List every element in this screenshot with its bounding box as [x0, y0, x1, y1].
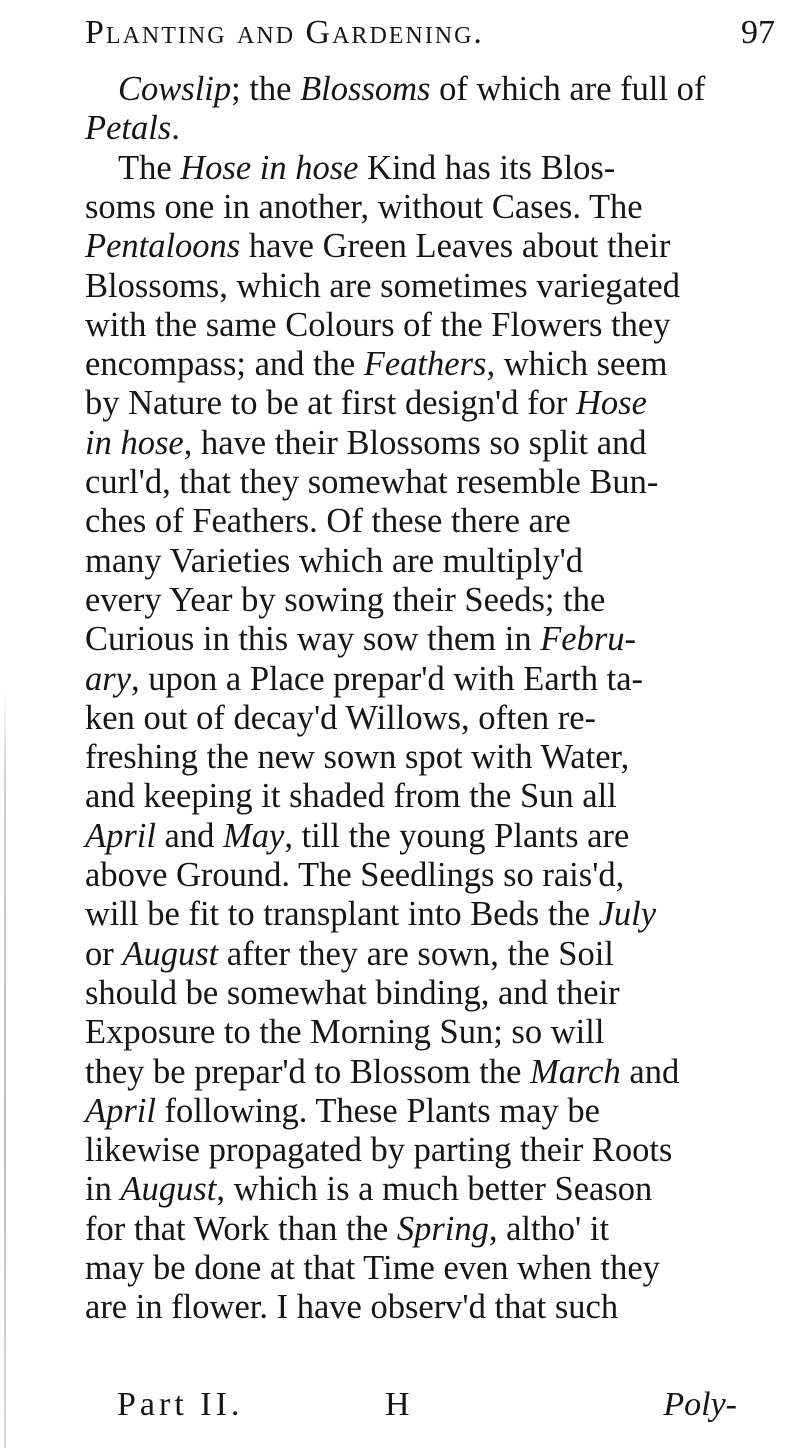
- text-run: with the same Colours of the Flowers they: [85, 305, 671, 344]
- text-run: have Green Leaves about their: [240, 227, 671, 266]
- italic-text: Feathers: [363, 345, 487, 384]
- running-head: [85, 8, 775, 58]
- text-run: after they are sown, the Soil: [218, 934, 614, 973]
- text-run: ; the: [231, 70, 301, 108]
- text-run: or: [85, 934, 123, 973]
- text-run: likewise propagated by parting their Roots: [85, 1131, 673, 1170]
- text-run: encompass; and the: [85, 345, 364, 384]
- part-label: Part II.: [117, 1386, 244, 1423]
- italic-text: May: [223, 816, 285, 855]
- running-head-title: Planting and Gardening.: [85, 14, 484, 51]
- text-run: and: [620, 1052, 680, 1091]
- italic-text: in hose: [85, 423, 184, 462]
- text-run: , upon a Place prepar'd with Earth ta-: [131, 659, 644, 698]
- text-run: soms one in another, without Cases. The: [85, 187, 643, 226]
- text-run: and: [155, 816, 223, 855]
- text-run: and keeping it shaded from the Sun all: [85, 777, 617, 816]
- italic-text: Pentaloons: [85, 227, 241, 266]
- text-run: .: [171, 109, 180, 148]
- text-run: they be prepar'd to Blossom the: [85, 1052, 531, 1091]
- text-run: many Varieties which are multiply'd: [85, 541, 584, 580]
- italic-text: March: [530, 1052, 621, 1091]
- text-run: ches of Feathers. Of these there are: [85, 502, 571, 541]
- text-run: ken out of decay'd Willows, often re-: [85, 698, 596, 737]
- text-run: , altho' it: [488, 1209, 610, 1248]
- italic-text: Cowslip: [118, 70, 232, 108]
- page-gutter-shadow: [4, 690, 6, 1448]
- italic-text: Hose: [576, 384, 647, 423]
- text-run: should be somewhat binding, and their: [85, 973, 620, 1012]
- text-run: Exposure to the Morning Sun; so will: [85, 1013, 605, 1052]
- italic-text: April: [85, 816, 156, 855]
- text-run: will be fit to transplant into Beds the: [85, 895, 599, 934]
- italic-text: August: [120, 1170, 217, 1209]
- italic-text: ary: [85, 659, 131, 698]
- text-run: may be done at that Time even when they: [85, 1249, 660, 1287]
- text-run: every Year by sowing their Seeds; the: [85, 580, 606, 619]
- text-run: for that Work than the: [85, 1209, 397, 1248]
- text-run: freshing the new sown spot with Water,: [85, 738, 630, 777]
- text-run: , which is a much better Season: [216, 1170, 653, 1209]
- text-run: curl'd, that they somewhat resemble Bun-: [85, 463, 659, 501]
- text-run: in: [85, 1170, 121, 1209]
- text-run: , which seem: [486, 345, 668, 384]
- text-run: Curious in this way sow them in: [85, 620, 541, 659]
- text-line: [85, 1284, 618, 1330]
- catchword: Poly-: [663, 1386, 737, 1423]
- text-run: The: [118, 148, 181, 187]
- italic-text: Petals: [85, 109, 172, 148]
- italic-text: Spring: [396, 1209, 489, 1248]
- text-run: Blossoms, which are sometimes variegated: [85, 266, 680, 305]
- text-run: Kind has its Blos-: [358, 148, 616, 187]
- text-run: , till the young Plants are: [284, 816, 630, 855]
- text-run: are in flower. I have observ'd that such: [85, 1288, 619, 1327]
- text-run: of which are full of: [430, 70, 706, 108]
- italic-text: Blossoms: [300, 70, 431, 108]
- italic-text: April: [85, 1091, 156, 1130]
- text-run: , have their Blossoms so split and: [183, 423, 647, 462]
- signature-mark: H: [385, 1386, 410, 1423]
- text-run: by Nature to be at first design'd for: [85, 384, 577, 423]
- text-run: following. These Plants may be: [155, 1091, 600, 1130]
- page-footer: [117, 1380, 737, 1430]
- text-run: above Ground. The Seedlings so rais'd,: [85, 856, 625, 894]
- italic-text: Hose in hose: [180, 148, 359, 187]
- italic-text: July: [598, 895, 657, 934]
- page-number: 97: [741, 14, 775, 51]
- text-line: [118, 66, 705, 112]
- italic-text: August: [122, 934, 219, 973]
- italic-text: Febru-: [540, 620, 637, 659]
